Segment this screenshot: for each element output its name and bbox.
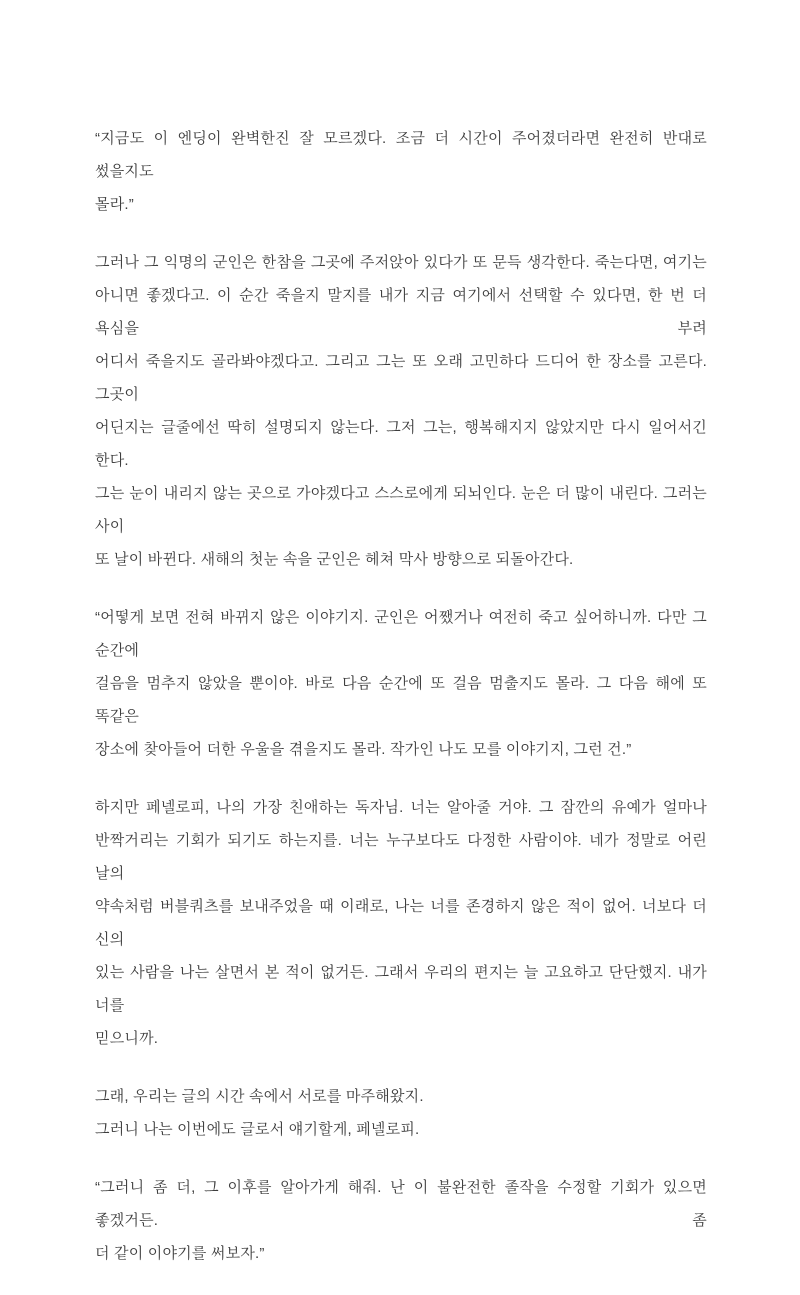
text-line: 있는 사람을 나는 살면서 본 적이 없거든. 그래서 우리의 편지는 늘 고요하고 단단했지. 내가 너를 bbox=[95, 964, 707, 1014]
paragraph-to-penelope bbox=[95, 791, 707, 1055]
paragraph-quote-closing bbox=[95, 1171, 707, 1270]
text-line: 또 날이 바뀐다. 새해의 첫눈 속을 군인은 헤쳐 막사 방향으로 되돌아간다. bbox=[95, 551, 574, 568]
text-line: “지금도 이 엔딩이 완벽한진 잘 모르겠다. 조금 더 시간이 주어졌더라면 완전히 반대로 썼을지도 bbox=[95, 130, 707, 180]
paragraph-letters bbox=[95, 1080, 707, 1146]
paragraph-quote-ending bbox=[95, 122, 707, 221]
text-line: 그러니 나는 이번에도 글로서 얘기할게, 페넬로피. bbox=[95, 1121, 420, 1138]
text-line: 하지만 페넬로피, 나의 가장 친애하는 독자님. 너는 알아줄 거야. 그 잠깐의 유예가 얼마나 bbox=[95, 799, 707, 816]
document-content bbox=[95, 122, 707, 1295]
text-line: “그러니 좀 더, 그 이후를 알아가게 해줘. 난 이 불완전한 졸작을 수정할 기회가 있으면 좋겠거든. 좀 bbox=[95, 1179, 707, 1229]
text-line: 어디서 죽을지도 골라봐야겠다고. 그리고 그는 또 오래 고민하다 드디어 한 장소를 고른다. 그곳이 bbox=[95, 353, 707, 403]
text-line: 그러나 그 익명의 군인은 한참을 그곳에 주저앉아 있다가 또 문득 생각한다. 죽는다면, 여기는 bbox=[95, 254, 707, 271]
text-line: 어딘지는 글줄에선 딱히 설명되지 않는다. 그저 그는, 행복해지지 않았지만 다시 일어서긴 한다. bbox=[95, 419, 707, 469]
text-line: 그는 눈이 내리지 않는 곳으로 가야겠다고 스스로에게 되뇌인다. 눈은 더 많이 내린다. 그러는 사이 bbox=[95, 485, 707, 535]
text-line: 장소에 찾아들어 더한 우울을 겪을지도 몰라. 작가인 나도 모를 이야기지, 그런 건.” bbox=[95, 741, 632, 758]
paragraph-soldier-story bbox=[95, 246, 707, 576]
text-line: 약속처럼 버블쿼츠를 보내주었을 때 이래로, 나는 너를 존경하지 않은 적이 없어. 너보다 더 신의 bbox=[95, 898, 707, 948]
text-line: 걸음을 멈추지 않았을 뿐이야. 바로 다음 순간에 또 걸음 멈출지도 몰라. 그 다음 해에 또 똑같은 bbox=[95, 675, 707, 725]
text-line: 아니면 좋겠다고. 이 순간 죽을지 말지를 내가 지금 여기에서 선택할 수 있다면, 한 번 더 욕심을 부려 bbox=[95, 287, 707, 337]
text-line: 반짝거리는 기회가 되기도 하는지를. 너는 누구보다도 다정한 사람이야. 네가 정말로 어린 날의 bbox=[95, 832, 707, 882]
text-line: “어떻게 보면 전혀 바뀌지 않은 이야기지. 군인은 어쨌거나 여전히 죽고 싶어하니까. 다만 그 순간에 bbox=[95, 609, 707, 659]
text-line: 믿으니까. bbox=[95, 1030, 159, 1047]
paragraph-quote-unchanged-story bbox=[95, 601, 707, 766]
text-line: 그래, 우리는 글의 시간 속에서 서로를 마주해왔지. bbox=[95, 1088, 424, 1105]
text-line: 더 같이 이야기를 써보자.” bbox=[95, 1245, 265, 1262]
text-line: 몰라.” bbox=[95, 196, 134, 213]
